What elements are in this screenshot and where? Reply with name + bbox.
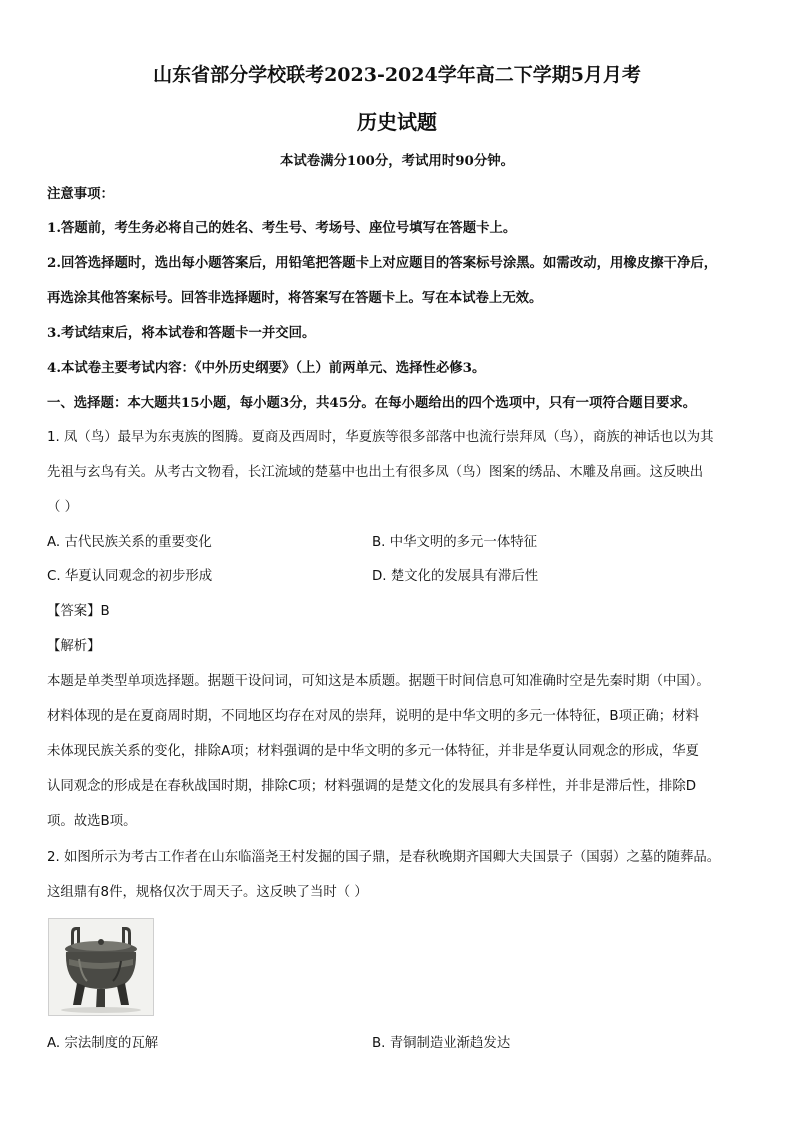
bronze-ding-image xyxy=(48,918,154,1016)
question-1-stem-line-1: 1. 凤（鸟）最早为东夷族的图腾。夏商及西周时，华夏族等很多部落中也流行崇拜凤（鸟），商族的神话也以为其 xyxy=(47,430,714,445)
question-1-option-a: A. 古代民族关系的重要变化 xyxy=(47,535,212,550)
question-1-option-c: C. 华夏认同观念的初步形成 xyxy=(47,569,213,584)
question-1-option-b: B. 中华文明的多元一体特征 xyxy=(372,535,537,550)
question-1-analysis-label: 【解析】 xyxy=(47,639,101,654)
question-2-option-a: A. 宗法制度的瓦解 xyxy=(47,1036,159,1051)
question-1-analysis-line-3: 未体现民族关系的变化，排除A项；材料强调的是中华文明的多元一体特征，并非是华夏认同观念的形成，华夏 xyxy=(47,744,699,759)
note-item-1: 1.答题前，考生务必将自己的姓名、考生号、考场号、座位号填写在答题卡上。 xyxy=(47,220,517,236)
question-1-stem-line-2: 先祖与玄鸟有关。从考古文物看，长江流域的楚墓中也出土有很多凤（鸟）图案的绣品、木雕及帛画。这反映出 xyxy=(47,465,704,480)
question-1-option-d: D. 楚文化的发展具有滞后性 xyxy=(372,569,539,584)
question-1-analysis-line-5: 项。故选B项。 xyxy=(47,814,137,829)
subject-title: 历史试题 xyxy=(357,110,437,134)
note-item-3: 3.考试结束后，将本试卷和答题卡一并交回。 xyxy=(47,325,316,341)
note-item-4: 4.本试卷主要考试内容：《中外历史纲要》（上）前两单元、选择性必修3。 xyxy=(47,360,486,376)
question-1-analysis-line-1: 本题是单类型单项选择题。据题干设问词，可知这是本质题。据题干时间信息可知准确时空是先秦时期（中国）。 xyxy=(47,674,710,689)
section-heading: 一、选择题：本大题共15小题，每小题3分，共45分。在每小题给出的四个选项中，只有一项符合题目要求。 xyxy=(47,395,697,411)
question-1-blank: （ ） xyxy=(47,500,79,515)
notes-heading: 注意事项： xyxy=(47,186,114,202)
note-item-2-line-1: 2.回答选择题时，选出每小题答案后，用铅笔把答题卡上对应题目的答案标号涂黑。如需改动，用橡皮擦干净后， xyxy=(47,255,718,271)
question-2-stem-line-1: 2. 如图所示为考古工作者在山东临淄尧王村发掘的国子鼎，是春秋晚期齐国卿大夫国景子（国弱）之墓的随葬品。 xyxy=(47,850,721,865)
question-2-option-b: B. 青铜制造业渐趋发达 xyxy=(372,1036,511,1051)
question-1-answer: 【答案】B xyxy=(47,604,110,619)
question-1-analysis-line-2: 材料体现的是在夏商周时期，不同地区均存在对凤的崇拜，说明的是中华文明的多元一体特征，B项正确；材料 xyxy=(47,709,699,724)
exam-title: 山东省部分学校联考2023-2024学年高二下学期5月月考 xyxy=(153,64,641,86)
question-1-analysis-line-4: 认同观念的形成是在春秋战国时期，排除C项；材料强调的是楚文化的发展具有多样性，并非是滞后性，排除D xyxy=(47,779,697,794)
question-2-stem-line-2: 这组鼎有8件，规格仅次于周天子。这反映了当时（ ） xyxy=(47,885,368,900)
note-item-2-line-2: 再选涂其他答案标号。回答非选择题时，将答案写在答题卡上。写在本试卷上无效。 xyxy=(47,290,543,306)
exam-info: 本试卷满分100分，考试用时90分钟。 xyxy=(279,153,515,169)
